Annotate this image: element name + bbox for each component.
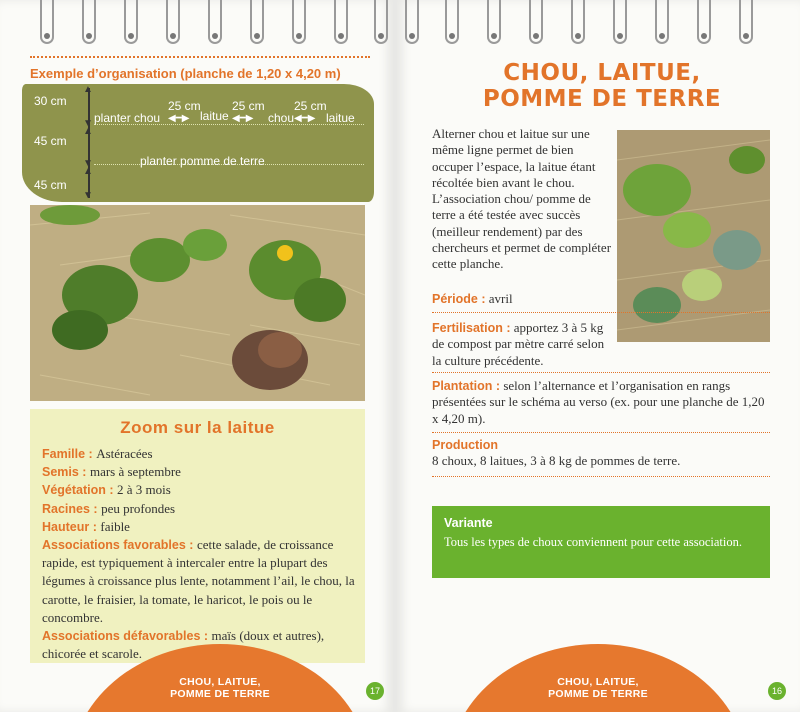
garden-photo-illustration — [617, 130, 770, 342]
vertical-dimension-line — [88, 88, 90, 198]
periode-value: avril — [488, 291, 513, 306]
plant-label: laitue — [326, 111, 355, 125]
zoom-laitue-box — [30, 409, 365, 663]
variante-title: Variante — [444, 516, 493, 530]
binding-ring — [166, 0, 180, 44]
vegetation-row — [42, 481, 360, 499]
row2-height-label: 45 cm — [34, 134, 67, 148]
double-arrow-icon: ◀━▶ — [294, 113, 316, 124]
footer-title — [448, 676, 748, 700]
field-divider — [432, 312, 770, 313]
vegetation-value: 2 à 3 mois — [117, 482, 171, 498]
intro-paragraph: Alterner chou et laitue sur une même ligne permet de bien occuper l’espace, la laitue étant récoltée bien avant le chou. L’association chou/ pomme de terre a été testée avec succès (meilleur rendement) par des chercheurs et permet de compléter cette planche. — [432, 126, 612, 272]
zoom-body — [42, 445, 360, 663]
vegetation-label: Végétation : — [42, 483, 114, 498]
arrow-up-icon: ▲ — [83, 84, 93, 95]
garden-photo-illustration — [30, 205, 365, 401]
semis-row — [42, 463, 360, 481]
semis-value: mars à septembre — [89, 464, 181, 480]
assoc-defavorables-label: Associations défavorables : — [42, 629, 209, 644]
plantation-value: selon l’alternance et l’organisation en rangs présentées sur le schéma au verso (ex. pour une planche de 1,20 x 4,20 m). — [432, 378, 765, 426]
fertilisation-value: apportez 3 à 5 kg de compost par mètre carré selon la culture précédente. — [432, 320, 605, 368]
plantation-field — [432, 378, 767, 427]
field-divider — [432, 476, 770, 477]
famille-value: Astéracées — [96, 446, 153, 461]
plantation-label: Plantation : — [432, 379, 501, 393]
racines-value: peu profondes — [101, 500, 176, 516]
binding-ring — [571, 0, 585, 44]
title-line2: POMME DE TERRE — [482, 86, 722, 112]
binding-ring — [334, 0, 348, 44]
binding-ring — [292, 0, 306, 44]
arrow-down-icon: ▼ — [83, 118, 93, 129]
spacing-label: 25 cm — [168, 99, 201, 113]
hauteur-value: faible — [100, 518, 130, 534]
arrow-down-icon: ▼ — [83, 158, 93, 169]
arrow-up-icon: ▲ — [83, 166, 93, 177]
assoc-favorables-value: cette salade, de croissance rapide, est typiquement à intercaler entre la plupart des légumes à croissance plus lente, notamment l’ail, le chou, la carotte, le fraisier, la tomate, le haricot, le pois ou le concombre. — [42, 537, 355, 625]
binding-ring — [405, 0, 419, 44]
binding-ring — [208, 0, 222, 44]
racines-label: Racines : — [42, 501, 98, 516]
dotted-divider — [30, 56, 370, 58]
garden-photo-cabbage — [617, 130, 770, 342]
plant-label: chou — [268, 111, 295, 125]
binding-ring — [655, 0, 669, 44]
page-title — [432, 60, 772, 112]
potato-row-label: planter pomme de terre — [140, 154, 265, 168]
fertilisation-field — [432, 320, 612, 369]
binding-ring — [374, 0, 388, 44]
spacing-label: 25 cm — [232, 99, 265, 113]
page-number: 17 — [366, 682, 384, 700]
binding-ring — [529, 0, 543, 44]
binding-ring — [250, 0, 264, 44]
fertilisation-label: Fertilisation : — [432, 321, 511, 335]
footer-line1: CHOU, LAITUE, — [179, 676, 261, 688]
footer-line2: POMME DE TERRE — [170, 688, 270, 700]
periode-field — [432, 291, 513, 307]
binding-ring — [613, 0, 627, 44]
footer-line2: POMME DE TERRE — [548, 688, 648, 700]
assoc-favorables-row — [42, 536, 360, 627]
binding-ring — [124, 0, 138, 44]
production-value: 8 choux, 8 laitues, 3 à 8 kg de pommes de terre. — [432, 453, 681, 469]
organisation-heading: Exemple d’organisation (planche de 1,20 x 4,20 m) — [30, 66, 341, 81]
binding-ring — [487, 0, 501, 44]
plant-label: laitue — [200, 109, 229, 123]
racines-row — [42, 500, 360, 518]
title-line1: CHOU, LAITUE, — [503, 60, 701, 86]
double-arrow-icon: ◀━▶ — [232, 113, 254, 124]
binding-ring — [739, 0, 753, 44]
zoom-title: Zoom sur la laitue — [120, 418, 275, 437]
double-arrow-icon: ◀━▶ — [168, 113, 190, 124]
production-label: Production — [432, 438, 498, 452]
field-divider — [432, 432, 770, 433]
assoc-favorables-label: Associations favorables : — [42, 538, 194, 553]
variante-text: Tous les types de choux conviennent pour cette association. — [444, 535, 743, 549]
production-field — [432, 437, 767, 470]
arrow-down-icon: ▼ — [83, 190, 93, 201]
footer-line1: CHOU, LAITUE, — [557, 676, 639, 688]
binding-ring — [40, 0, 54, 44]
field-divider — [432, 372, 770, 373]
plant-label: planter chou — [94, 111, 161, 125]
assoc-defavorables-value: maïs (doux et autres), chicorée et scarole. — [42, 628, 325, 662]
binding-ring — [82, 0, 96, 44]
hauteur-label: Hauteur : — [42, 519, 97, 534]
binding-ring — [445, 0, 459, 44]
row3-height-label: 45 cm — [34, 178, 67, 192]
planting-scheme — [22, 84, 374, 202]
famille-label: Famille : — [42, 447, 93, 461]
periode-label: Période : — [432, 292, 486, 306]
left-page — [0, 0, 393, 712]
semis-label: Semis : — [42, 465, 87, 480]
arrow-up-icon: ▲ — [83, 126, 93, 137]
binding-ring — [697, 0, 711, 44]
spacing-label: 25 cm — [294, 99, 327, 113]
hauteur-row — [42, 518, 360, 536]
page-number: 16 — [768, 682, 786, 700]
variante-box — [432, 506, 770, 578]
row1-height-label: 30 cm — [34, 94, 67, 108]
garden-photo-squash — [30, 205, 365, 401]
famille-row — [42, 445, 360, 463]
footer-title — [70, 676, 370, 700]
